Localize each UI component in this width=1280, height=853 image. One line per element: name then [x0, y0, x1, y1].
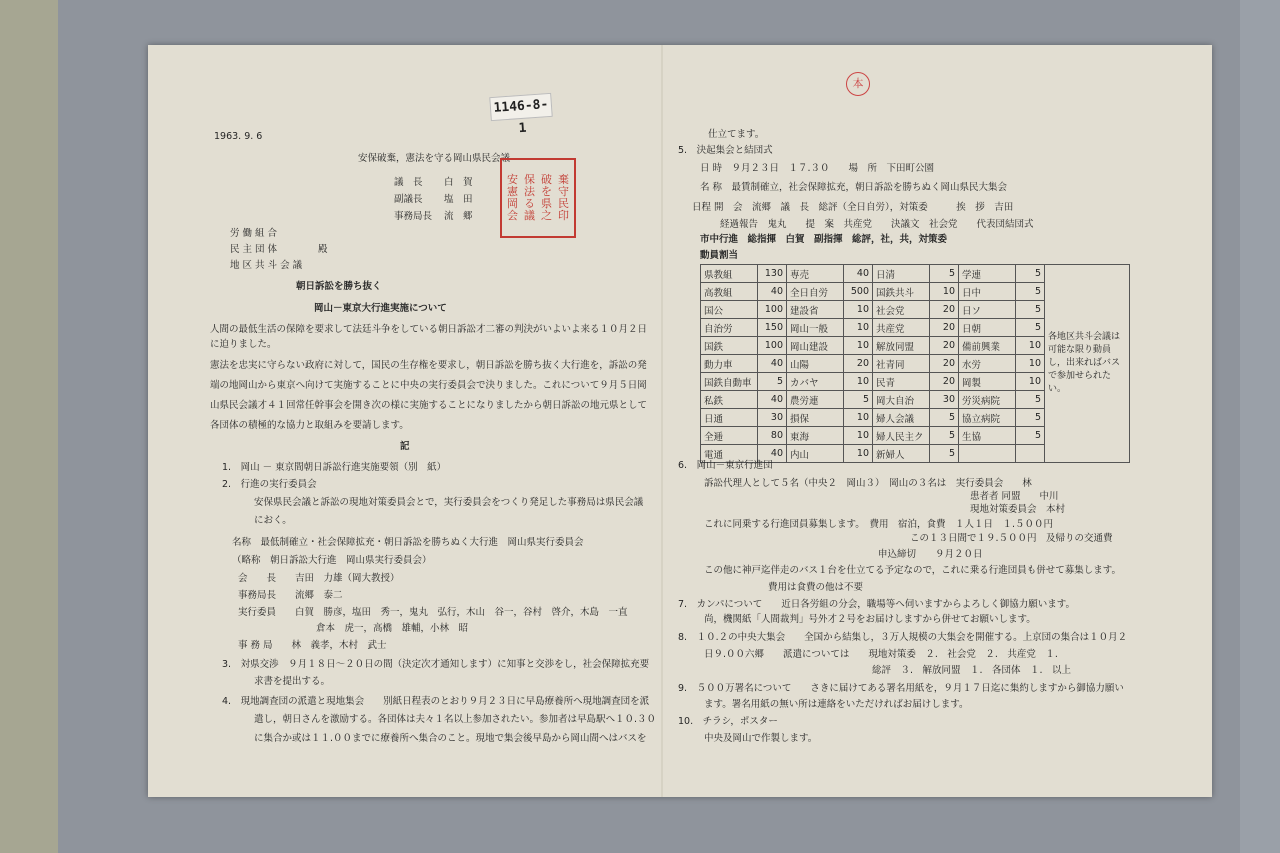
table-cell: 10: [844, 445, 873, 463]
table-cell: 5: [930, 409, 959, 427]
item-line: 遣し，朝日さんを激励する。各団体は夫々１名以上参加されたい。参加者は早島駅へ１０.３０: [254, 714, 657, 725]
doc-title: 朝日訴訟を勝ち抜く: [296, 281, 382, 292]
intro-line: 人間の最低生活の保障を要求して法廷斗争をしている朝日訴訟才二審の判決がいよいよ来る１０月２日: [210, 324, 648, 335]
mobilization-table: [700, 264, 1130, 463]
issuing-org: 安保破棄，憲法を守る岡山県民会議: [358, 153, 511, 164]
stamp-char: 守: [558, 185, 569, 198]
table-cell: 生協: [959, 427, 1016, 445]
table-cell: 40: [758, 445, 787, 463]
table-cell: 内山: [787, 445, 844, 463]
table-cell: 全日自労: [787, 283, 844, 301]
table-cell: 5: [1016, 283, 1045, 301]
table-cell: 130: [758, 265, 787, 283]
table-cell: 学連: [959, 265, 1016, 283]
table-cell: 5: [844, 391, 873, 409]
table-cell: 30: [758, 409, 787, 427]
table-cell: 日中: [959, 283, 1016, 301]
sig-role-3: 事務局長: [394, 211, 433, 222]
table-cell: 岡山建設: [787, 337, 844, 355]
doc-date: 1963. 9. 6: [214, 131, 263, 142]
table-cell: カバヤ: [787, 373, 844, 391]
table-cell: 5: [1016, 265, 1045, 283]
table-cell: 自治労: [701, 319, 758, 337]
table-cell: 5: [758, 373, 787, 391]
item-line: 2. 行進の実行委員会: [222, 479, 317, 490]
table-cell: 40: [758, 355, 787, 373]
table-cell: 10: [1016, 337, 1045, 355]
item-line: 倉本 虎一，高橋 雄輔，小林 昭: [316, 623, 469, 634]
table-row: [701, 265, 1130, 283]
table-cell: 損保: [787, 409, 844, 427]
table-cell: 県教組: [701, 265, 758, 283]
table-cell: 20: [930, 301, 959, 319]
s6-line: 訴訟代理人として５名（中央２ 岡山３） 岡山の３名は 実行委員会 林: [704, 478, 1032, 489]
table-cell: 山陽: [787, 355, 844, 373]
table-cell: 電通: [701, 445, 758, 463]
right-top-line: 仕立てます。: [708, 129, 765, 140]
table-cell: 5: [1016, 301, 1045, 319]
sig-name-1: 白 賀: [444, 177, 473, 188]
s6-line: 現地対策委員会 本村: [970, 504, 1066, 515]
s6-line: これに同乗する行進団員募集します。 費用 宿泊，食費 １人１日 １.５００円: [704, 519, 1054, 530]
item-line: 会 長 吉田 力雄（岡大教授）: [238, 573, 400, 584]
table-cell: 20: [930, 355, 959, 373]
table-cell: 岡大自治: [873, 391, 930, 409]
s5-line: 動員割当: [700, 250, 739, 261]
doc-subtitle: 岡山－東京大行進実施について: [314, 303, 447, 314]
page-fold: [661, 45, 663, 797]
table-cell: 国公: [701, 301, 758, 319]
item-line: に集合か或は１１.００までに療養所へ集合のこと。現地で集会後早島から岡山間へはバスを: [254, 733, 647, 744]
table-cell: 農労連: [787, 391, 844, 409]
sig-role-1: 議 長: [394, 177, 423, 188]
s5-line: 市中行進 総指揮 白賀 副指揮 総評，社，共，対策委: [700, 234, 948, 245]
archive-tag: 1146-8-1: [489, 93, 553, 121]
s8-line: 8. １０.２の中央大集会 全国から結集し，３万人規模の大集会を開催する。上京団の集合は１０月２: [678, 632, 1128, 643]
table-cell: 5: [1016, 427, 1045, 445]
table-cell: 国鉄共斗: [873, 283, 930, 301]
table-cell: 社青同: [873, 355, 930, 373]
table-cell: 水労: [959, 355, 1016, 373]
s6-line: この１３日間で１９.５００円 及帰りの交通費: [910, 533, 1113, 544]
table-cell: 10: [844, 319, 873, 337]
table-cell: 100: [758, 301, 787, 319]
s6-line: この他に神戸迄伴走のバス１台を仕立てる予定なので，これに乗る行進団員も併せて募集します。: [704, 565, 1122, 576]
table-cell: 国鉄自動車: [701, 373, 758, 391]
s6-line: 申込締切 ９月２０日: [878, 549, 983, 560]
table-cell: 150: [758, 319, 787, 337]
backing-board-right: [1240, 0, 1280, 853]
table-cell: 10: [844, 337, 873, 355]
item-line: 名称 最低制確立・社会保障拡充・朝日訴訟を勝ちぬく大行進 岡山県実行委員会: [232, 537, 584, 548]
table-cell: 日ソ: [959, 301, 1016, 319]
table-cell: 10: [844, 409, 873, 427]
item-line: 事 務 局 林 義孝，木村 武士: [238, 640, 387, 651]
intro-line: 憲法を忠実に守らない政府に対して，国民の生存権を要求し，朝日訴訟を勝ち抜く大行進を，訴訟の発: [210, 360, 647, 371]
table-cell: 国鉄: [701, 337, 758, 355]
table-cell: 全逓: [701, 427, 758, 445]
item-line: 求書を提出する。: [254, 676, 331, 687]
circle-seal-icon: 本: [846, 72, 870, 96]
intro-line: 各団体の積極的な協力と取組みを要請します。: [210, 420, 409, 431]
sig-name-2: 塩 田: [444, 194, 473, 205]
stamp-char: 岡: [507, 197, 518, 210]
s8-line: 総評 ３. 解放同盟 １. 各団体 １. 以上: [872, 665, 1072, 676]
s10-line: 10. チラシ，ポスター: [678, 716, 778, 727]
table-cell: 労災病院: [959, 391, 1016, 409]
table-cell: 動力車: [701, 355, 758, 373]
table-cell: 東海: [787, 427, 844, 445]
item-line: （略称 朝日訴訟大行進 岡山県実行委員会）: [232, 555, 432, 566]
table-cell: 婦人民主ク: [873, 427, 930, 445]
item-line: 1. 岡山 － 東京間朝日訴訟行進実施要領（別 紙）: [222, 462, 447, 473]
table-cell: 30: [930, 391, 959, 409]
table-cell: 共産党: [873, 319, 930, 337]
stamp-char: 破: [541, 173, 552, 186]
table-cell: 10: [844, 373, 873, 391]
stamp-char: 議: [524, 209, 535, 222]
table-cell: 日通: [701, 409, 758, 427]
table-cell: 10: [930, 283, 959, 301]
stamp-char: 県: [541, 197, 552, 210]
table-cell: 建設省: [787, 301, 844, 319]
item-line: 4. 現地調査団の派遣と現地集会 別紙日程表のとおり９月２３日に早島療養所へ現地調査団を派: [222, 696, 650, 707]
item-line: 実行委員 白賀 勝彦，塩田 秀一，鬼丸 弘行，木山 谷一，谷村 啓介，木島 一直: [238, 607, 628, 618]
s7-line: 7. カンパについて 近日各労組の分会，職場等へ伺いますからよろしく御協力願います。: [678, 599, 1075, 610]
stamp-char: 法: [524, 185, 535, 198]
item-line: 安保県民会議と訴訟の現地対策委員会とで，実行委員会をつくり発足した事務局は県民会議: [254, 497, 644, 508]
s5-line: 名 称 最賃制確立，社会保障拡充，朝日訴訟を勝ちぬく岡山県民大集会: [700, 182, 1008, 193]
table-cell: 備前興業: [959, 337, 1016, 355]
table-cell: 10: [844, 427, 873, 445]
s5-heading: 5. 決起集会と結団式: [678, 145, 773, 156]
intro-line: 山県民会議才４１回常任幹事会を開き次の様に実施することになりましたから朝日訴訟の地元県として: [210, 400, 648, 411]
table-cell: 専売: [787, 265, 844, 283]
table-cell: 高教組: [701, 283, 758, 301]
s10-line: 中央及岡山で作製します。: [704, 733, 818, 744]
table-cell: 新婦人: [873, 445, 930, 463]
table-cell: [1016, 445, 1045, 463]
table-cell: 10: [844, 301, 873, 319]
table-cell: 5: [1016, 319, 1045, 337]
mobilization-note: 各地区共斗会議は可能な限り動員し，出来ればバスで参加せられたい。: [1045, 265, 1130, 463]
table-cell: 80: [758, 427, 787, 445]
stamp-char: る: [524, 197, 535, 210]
table-cell: 日朝: [959, 319, 1016, 337]
stamp-char: 憲: [507, 185, 518, 198]
table-cell: 5: [1016, 391, 1045, 409]
s6-line: 費用は食費の他は不要: [768, 582, 864, 593]
table-cell: 5: [930, 427, 959, 445]
table-cell: 婦人会議: [873, 409, 930, 427]
s6-line: 患者者 同盟 中川: [970, 491, 1059, 502]
table-cell: 岡山一般: [787, 319, 844, 337]
intro-line: に迫りました。: [210, 339, 277, 350]
backing-board-left: [0, 0, 58, 853]
stamp-char: 之: [541, 209, 552, 222]
stamp-char: を: [541, 185, 552, 198]
table-cell: [959, 445, 1016, 463]
table-cell: 日清: [873, 265, 930, 283]
table-cell: 私鉄: [701, 391, 758, 409]
recipient-2: 民 主 団 体: [230, 244, 278, 255]
stamp-char: 会: [507, 209, 518, 222]
table-cell: 岡製: [959, 373, 1016, 391]
table-cell: 40: [844, 265, 873, 283]
intro-line: 端の地岡山から東京へ向けて実施することに中央の実行委員会で決りました。これについて９月５日岡: [210, 380, 647, 391]
table-cell: 5: [930, 265, 959, 283]
table-cell: 10: [1016, 355, 1045, 373]
table-cell: 500: [844, 283, 873, 301]
stamp-char: 安: [507, 173, 518, 186]
table-cell: 20: [844, 355, 873, 373]
s7-line: 尚，機関紙「人間裁判」号外才２号をお届けしますから併せてお願いします。: [704, 614, 1036, 625]
document-sheet: [148, 45, 1212, 797]
table-cell: 協立病院: [959, 409, 1016, 427]
table-cell: 40: [758, 391, 787, 409]
s5-line: 日程 開 会 流郷 議 長 総評（全日自労），対策委 挨 拶 吉田: [692, 202, 1014, 213]
item-line: 事務局長 流郷 泰二: [238, 590, 343, 601]
ki-heading: 記: [400, 441, 410, 452]
item-line: におく。: [254, 515, 292, 526]
s9-line: 9. ５００万署名について さきに届けてある署名用紙を，９月１７日迄に集約しますから御協力願い: [678, 683, 1124, 694]
s5-line: 経過報告 鬼丸 提 案 共産党 決議文 社会党 代表団結団式: [720, 219, 1034, 230]
recipient-honorific: 殿: [318, 244, 328, 255]
table-cell: 40: [758, 283, 787, 301]
stamp-char: 民: [558, 197, 569, 210]
table-cell: 5: [1016, 409, 1045, 427]
official-stamp: [500, 158, 576, 238]
table-cell: 20: [930, 319, 959, 337]
stamp-char: 棄: [558, 173, 569, 186]
sig-name-3: 流 郷: [444, 211, 473, 222]
sig-role-2: 副議長: [394, 194, 423, 205]
table-cell: 社会党: [873, 301, 930, 319]
stamp-char: 印: [558, 209, 569, 222]
s9-line: ます。署名用紙の無い所は連絡をいただければお届けします。: [704, 699, 969, 710]
s5-line: 日 時 ９月２３日 １７.３０ 場 所 下田町公園: [700, 163, 935, 174]
table-cell: 100: [758, 337, 787, 355]
table-cell: 解放同盟: [873, 337, 930, 355]
table-cell: 10: [1016, 373, 1045, 391]
table-cell: 5: [930, 445, 959, 463]
table-cell: 20: [930, 373, 959, 391]
recipient-1: 労 働 組 合: [230, 228, 278, 239]
stamp-char: 保: [524, 173, 535, 186]
recipient-3: 地 区 共 斗 会 議: [230, 260, 303, 271]
s6-line: 6. 岡山－東京行進団: [678, 460, 773, 471]
s8-line: 日９.００六郷 派遣については 現地対策委 ２. 社会党 ２. 共産党 １.: [704, 649, 1058, 660]
table-cell: 20: [930, 337, 959, 355]
item-line: 3. 対県交渉 ９月１８日～２０日の間（決定次才通知します）に知事と交渉をし，社会保障拡充要: [222, 659, 650, 670]
table-cell: 民青: [873, 373, 930, 391]
